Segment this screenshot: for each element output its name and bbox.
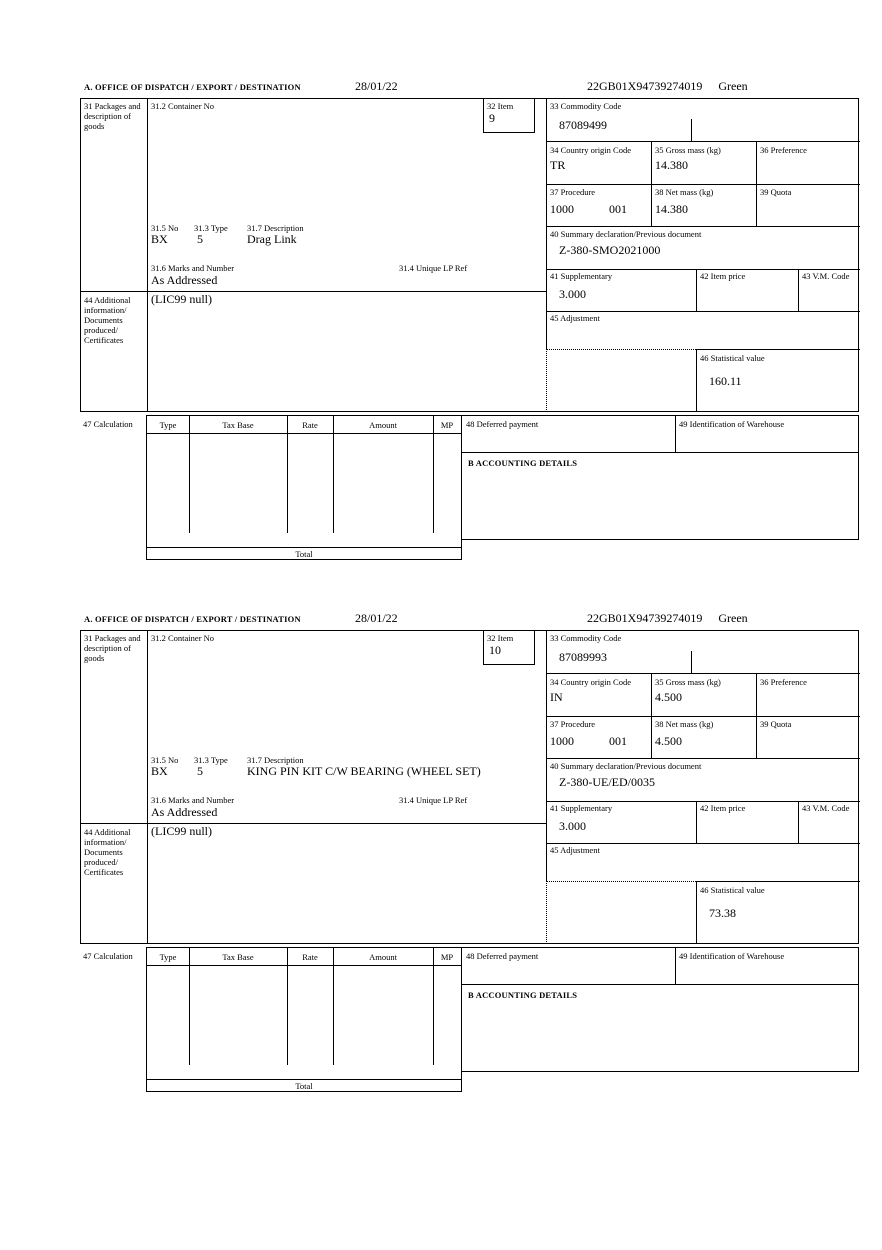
package-no-label: 31.5 No bbox=[151, 755, 179, 765]
item-label: 32 Item bbox=[487, 633, 514, 643]
container-no-label: 31.2 Container No bbox=[151, 101, 215, 111]
gross-mass-value: 4.500 bbox=[655, 690, 682, 704]
goods-description-value: KING PIN KIT C/W BEARING (WHEEL SET) bbox=[247, 764, 481, 778]
package-no-value: BX bbox=[151, 764, 168, 778]
statistical-value: 160.11 bbox=[709, 374, 742, 388]
item-number-box bbox=[483, 99, 535, 133]
unique-lp-ref-label: 31.4 Unique LP Ref bbox=[399, 795, 468, 805]
calc-col-tax-base-header: Tax Base bbox=[222, 420, 254, 430]
divider bbox=[189, 948, 190, 1065]
divider bbox=[147, 1079, 461, 1080]
divider bbox=[756, 716, 757, 758]
gross-mass-label: 35 Gross mass (kg) bbox=[655, 145, 721, 155]
divider bbox=[546, 226, 860, 227]
calc-total-label: Total bbox=[295, 1081, 313, 1091]
summary-declaration-value: Z-380-UE/ED/0035 bbox=[559, 775, 655, 789]
box44-additional-info-label: 44 Additional information/ Documents produced/ Certificates bbox=[84, 827, 131, 878]
marks-and-number-label: 31.6 Marks and Number bbox=[151, 795, 235, 805]
supplementary-value: 3.000 bbox=[559, 287, 586, 301]
calc-col-tax-base-header: Tax Base bbox=[222, 952, 254, 962]
routing-status: Green bbox=[718, 611, 748, 625]
divider bbox=[756, 184, 757, 226]
vm-code-label: 43 V.M. Code bbox=[802, 271, 850, 281]
marks-and-number-label: 31.6 Marks and Number bbox=[151, 263, 235, 273]
item-detail-box bbox=[80, 98, 859, 412]
net-mass-value: 14.380 bbox=[655, 202, 688, 216]
additional-info-value: (LIC99 null) bbox=[151, 292, 212, 306]
supplementary-value: 3.000 bbox=[559, 819, 586, 833]
box31-packages-label: 31 Packages and description of goods bbox=[84, 633, 141, 664]
commodity-code-tick bbox=[691, 119, 692, 141]
box44-additional-info-label: 44 Additional information/ Documents produced/ Certificates bbox=[84, 295, 131, 346]
declaration-date: 28/01/22 bbox=[355, 611, 398, 625]
item-price-label: 42 Item price bbox=[700, 803, 746, 813]
divider bbox=[147, 631, 148, 944]
package-type-value: 5 bbox=[197, 232, 203, 246]
accounting-details-label: B ACCOUNTING DETAILS bbox=[468, 458, 578, 468]
deferred-payment-label: 48 Deferred payment bbox=[466, 951, 539, 961]
statistical-value-label: 46 Statistical value bbox=[700, 353, 765, 363]
divider bbox=[147, 547, 461, 548]
divider bbox=[696, 269, 697, 311]
divider bbox=[189, 416, 190, 533]
package-type-label: 31.3 Type bbox=[194, 223, 228, 233]
divider bbox=[333, 948, 334, 1065]
divider bbox=[696, 349, 697, 412]
calc-col-mp-header: MP bbox=[440, 952, 454, 962]
divider bbox=[287, 948, 288, 1065]
divider bbox=[651, 184, 652, 226]
description-label: 31.7 Description bbox=[247, 755, 304, 765]
deferred-payment-box bbox=[462, 415, 859, 453]
warehouse-identification-label: 49 Identification of Warehouse bbox=[679, 419, 785, 429]
commodity-code-value: 87089993 bbox=[559, 650, 607, 664]
divider bbox=[287, 416, 288, 533]
preference-label: 36 Preference bbox=[760, 677, 807, 687]
gross-mass-label: 35 Gross mass (kg) bbox=[655, 677, 721, 687]
declaration-date: 28/01/22 bbox=[355, 79, 398, 93]
calculation-label: 47 Calculation bbox=[83, 419, 133, 429]
procedure-code-value: 1000 bbox=[550, 734, 574, 748]
divider bbox=[798, 269, 799, 311]
procedure-code2-value: 001 bbox=[609, 202, 627, 216]
marks-value: As Addressed bbox=[151, 805, 218, 819]
commodity-code-label: 33 Commodity Code bbox=[550, 633, 622, 643]
calculation-table bbox=[146, 947, 462, 1092]
net-mass-value: 4.500 bbox=[655, 734, 682, 748]
divider bbox=[756, 673, 757, 716]
calc-col-type-header: Type bbox=[159, 952, 177, 962]
description-label: 31.7 Description bbox=[247, 223, 304, 233]
entry-number: 22GB01X94739274019 bbox=[587, 611, 703, 625]
net-mass-label: 38 Net mass (kg) bbox=[655, 187, 714, 197]
gross-mass-value: 14.380 bbox=[655, 158, 688, 172]
divider bbox=[675, 416, 676, 452]
accounting-details-label: B ACCOUNTING DETAILS bbox=[468, 990, 578, 1000]
commodity-code-tick bbox=[691, 651, 692, 673]
declaration-reference bbox=[587, 612, 748, 625]
procedure-label: 37 Procedure bbox=[550, 187, 596, 197]
calc-col-amount-header: Amount bbox=[369, 420, 397, 430]
divider bbox=[147, 965, 461, 966]
package-no-value: BX bbox=[151, 232, 168, 246]
procedure-code-value: 1000 bbox=[550, 202, 574, 216]
divider bbox=[546, 881, 696, 882]
routing-status: Green bbox=[718, 79, 748, 93]
calc-col-rate-header: Rate bbox=[302, 952, 318, 962]
item-label: 32 Item bbox=[487, 101, 514, 111]
calc-col-mp-header: MP bbox=[440, 420, 454, 430]
statistical-value: 73.38 bbox=[709, 906, 736, 920]
calc-col-type-header: Type bbox=[159, 420, 177, 430]
vm-code-label: 43 V.M. Code bbox=[802, 803, 850, 813]
item-number-box bbox=[483, 631, 535, 665]
package-type-value: 5 bbox=[197, 764, 203, 778]
deferred-payment-box bbox=[462, 947, 859, 985]
divider bbox=[546, 311, 860, 312]
divider bbox=[546, 269, 860, 270]
procedure-label: 37 Procedure bbox=[550, 719, 596, 729]
procedure-code2-value: 001 bbox=[609, 734, 627, 748]
divider bbox=[546, 141, 860, 142]
item-number-value: 10 bbox=[489, 643, 501, 657]
additional-info-value: (LIC99 null) bbox=[151, 824, 212, 838]
divider bbox=[147, 99, 148, 412]
supplementary-label: 41 Supplementary bbox=[550, 271, 613, 281]
entry-number: 22GB01X94739274019 bbox=[587, 79, 703, 93]
summary-declaration-value: Z-380-SMO2021000 bbox=[559, 243, 661, 257]
divider bbox=[756, 141, 757, 184]
statistical-value-label: 46 Statistical value bbox=[700, 885, 765, 895]
accounting-details-box bbox=[462, 985, 859, 1072]
commodity-code-label: 33 Commodity Code bbox=[550, 101, 622, 111]
divider bbox=[333, 416, 334, 533]
item-detail-box bbox=[80, 630, 859, 944]
divider bbox=[546, 716, 860, 717]
summary-declaration-label: 40 Summary declaration/Previous document bbox=[550, 229, 702, 239]
divider bbox=[546, 673, 860, 674]
divider bbox=[546, 349, 547, 412]
divider bbox=[546, 349, 696, 350]
divider bbox=[696, 801, 697, 843]
warehouse-identification-label: 49 Identification of Warehouse bbox=[679, 951, 785, 961]
net-mass-label: 38 Net mass (kg) bbox=[655, 719, 714, 729]
package-no-label: 31.5 No bbox=[151, 223, 179, 233]
calculation-table bbox=[146, 415, 462, 560]
item-number-value: 9 bbox=[489, 111, 495, 125]
divider bbox=[651, 141, 652, 184]
divider bbox=[546, 801, 860, 802]
unique-lp-ref-label: 31.4 Unique LP Ref bbox=[399, 263, 468, 273]
deferred-payment-label: 48 Deferred payment bbox=[466, 419, 539, 429]
divider bbox=[798, 801, 799, 843]
divider bbox=[433, 416, 434, 533]
package-type-label: 31.3 Type bbox=[194, 755, 228, 765]
office-of-dispatch-label: A. OFFICE OF DISPATCH / EXPORT / DESTINATION bbox=[84, 614, 301, 624]
country-origin-value: IN bbox=[550, 690, 563, 704]
divider bbox=[546, 843, 860, 844]
adjustment-label: 45 Adjustment bbox=[550, 313, 600, 323]
declaration-reference bbox=[587, 80, 748, 93]
container-no-label: 31.2 Container No bbox=[151, 633, 215, 643]
divider bbox=[696, 881, 860, 882]
item-price-label: 42 Item price bbox=[700, 271, 746, 281]
calc-total-label: Total bbox=[295, 549, 313, 559]
quota-label: 39 Quota bbox=[760, 719, 792, 729]
calc-col-rate-header: Rate bbox=[302, 420, 318, 430]
divider bbox=[651, 673, 652, 716]
divider bbox=[675, 948, 676, 984]
divider bbox=[546, 184, 860, 185]
country-origin-value: TR bbox=[550, 158, 566, 172]
divider bbox=[546, 758, 860, 759]
calculation-label: 47 Calculation bbox=[83, 951, 133, 961]
divider bbox=[147, 433, 461, 434]
goods-item-block bbox=[80, 80, 861, 562]
divider bbox=[696, 881, 697, 944]
divider bbox=[696, 349, 860, 350]
box31-packages-label: 31 Packages and description of goods bbox=[84, 101, 141, 132]
divider bbox=[433, 948, 434, 1065]
commodity-code-value: 87089499 bbox=[559, 118, 607, 132]
summary-declaration-label: 40 Summary declaration/Previous document bbox=[550, 761, 702, 771]
office-of-dispatch-label: A. OFFICE OF DISPATCH / EXPORT / DESTINATION bbox=[84, 82, 301, 92]
calc-col-amount-header: Amount bbox=[369, 952, 397, 962]
quota-label: 39 Quota bbox=[760, 187, 792, 197]
divider bbox=[651, 716, 652, 758]
goods-item-block bbox=[80, 612, 861, 1094]
accounting-details-box bbox=[462, 453, 859, 540]
country-origin-label: 34 Country origin Code bbox=[550, 677, 631, 687]
goods-description-value: Drag Link bbox=[247, 232, 297, 246]
preference-label: 36 Preference bbox=[760, 145, 807, 155]
divider bbox=[546, 881, 547, 944]
supplementary-label: 41 Supplementary bbox=[550, 803, 613, 813]
adjustment-label: 45 Adjustment bbox=[550, 845, 600, 855]
country-origin-label: 34 Country origin Code bbox=[550, 145, 631, 155]
marks-value: As Addressed bbox=[151, 273, 218, 287]
